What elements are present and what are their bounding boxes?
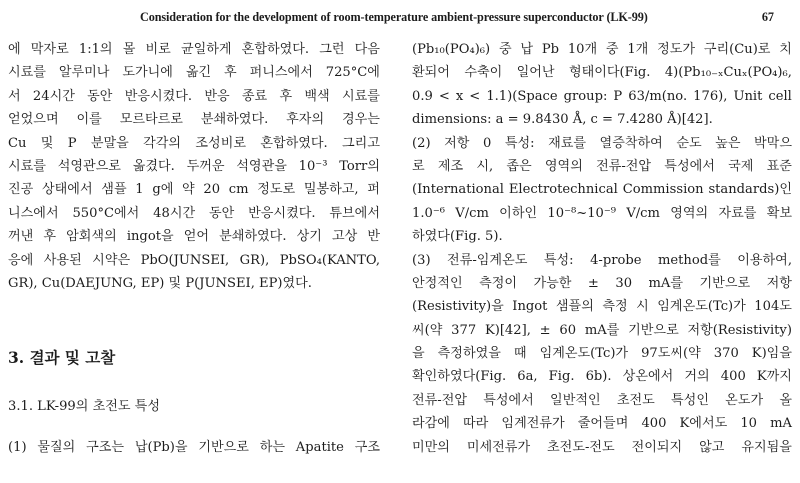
paragraph-start (8, 436, 380, 459)
text-line: Cu 및 P 분말을 각각의 조성비로 혼합하였다. 그리고 (8, 135, 380, 151)
text-line: 씨(약 377 K)[42], ± 60 mA를 기반으로 저항(Resistivity) (412, 322, 792, 338)
section-heading: 3. 결과 및 고찰 (8, 348, 116, 367)
subsection-heading: 3.1. LK-99의 초전도 특성 (8, 399, 160, 414)
text-line: (International Electrotechnical Commission standards)인 (412, 182, 792, 198)
text-line: dimensions: a = 9.8430 Å, c = 7.4280 Å)[42]. (412, 112, 713, 128)
text-line: 응에 사용된 시약은 PbO(JUNSEI, GR), PbSO₄(KANTO, (8, 252, 380, 268)
text-line: 니스에서 550°C에서 48시간 동안 반응시켰다. 튜브에서 (8, 205, 380, 221)
text-line: 시료를 알루미나 도가니에 옮긴 후 퍼니스에서 725°C에 (8, 65, 380, 81)
text-line: 0.9 < x < 1.1)(Space group: P 63/m(no. 176), Unit cell (412, 88, 792, 104)
text-line: (3) 전류-임계온도 특성: 4-probe method를 이용하여, (412, 252, 792, 268)
text-line: 확인하였다(Fig. 6a, Fig. 6b). 상온에서 거의 400 K까지 (412, 369, 792, 385)
text-line: 환되어 수축이 일어난 형태이다(Fig. 4)(Pb₁₀₋ₓCuₓ(PO₄)₆, (412, 65, 792, 81)
right-column (412, 38, 792, 459)
text-line: 진공 상태에서 샘플 1 g에 약 20 cm 정도로 밀봉하고, 퍼 (8, 182, 380, 198)
text-line: 에 막자로 1:1의 몰 비로 균일하게 혼합하였다. 그런 다음 (8, 42, 380, 57)
text-line: (Resistivity)을 Ingot 샘플의 측정 시 임계온도(Tc)가 104도 (412, 299, 792, 315)
text-line: 로 제조 시, 좁은 영역의 전류-전압 특성에서 국제 표준 (412, 158, 792, 174)
text-line: 시료를 석영관으로 옮겼다. 두꺼운 석영관을 10⁻³ Torr의 (8, 158, 380, 174)
left-column (8, 38, 380, 295)
running-header (0, 10, 800, 30)
text-line: 얻었으며 이를 모르타르로 분쇄하였다. 후자의 경우는 (8, 112, 380, 128)
text-line: GR), Cu(DAEJUNG, EP) 및 P(JUNSEI, EP)였다. (8, 275, 312, 291)
page-number: 67 (761, 10, 774, 24)
text-line: (1) 물질의 구조는 납(Pb)을 기반으로 하는 Apatite 구조 (8, 440, 380, 455)
text-line: 서 24시간 동안 반응시켰다. 반응 종료 후 백색 시료를 (8, 88, 380, 104)
text-line: 1.0⁻⁶ V/cm 이하인 10⁻⁸~10⁻⁹ V/cm 영역의 자료를 확보 (412, 205, 792, 221)
running-title: Consideration for the development of room-temperature ambient-pressure superconductor (LK-99) (140, 10, 648, 24)
text-line: 꺼낸 후 암회색의 ingot을 얻어 분쇄하였다. 상기 고상 반 (8, 229, 380, 245)
text-line: 전류-전압 특성에서 일반적인 초전도 특성인 온도가 올 (412, 392, 792, 408)
text-line: 하였다(Fig. 5). (412, 229, 503, 245)
text-line: (Pb₁₀(PO₄)₆) 중 납 Pb 10개 중 1개 정도가 구리(Cu)로 치 (412, 42, 792, 57)
text-line: 미만의 미세전류가 초전도-전도 전이되지 않고 유지됨을 (412, 439, 792, 455)
text-line: 을 측정하였을 때 임계온도(Tc)가 97도씨(약 370 K)임을 (412, 346, 792, 362)
text-line: 라감에 따라 임계전류가 줄어들며 400 K에서도 10 mA (412, 416, 792, 432)
text-line: (2) 저항 0 특성: 재료를 열증착하여 순도 높은 박막으 (412, 135, 792, 151)
text-line: 안정적인 측정이 가능한 ± 30 mA를 기반으로 저항 (412, 275, 792, 291)
